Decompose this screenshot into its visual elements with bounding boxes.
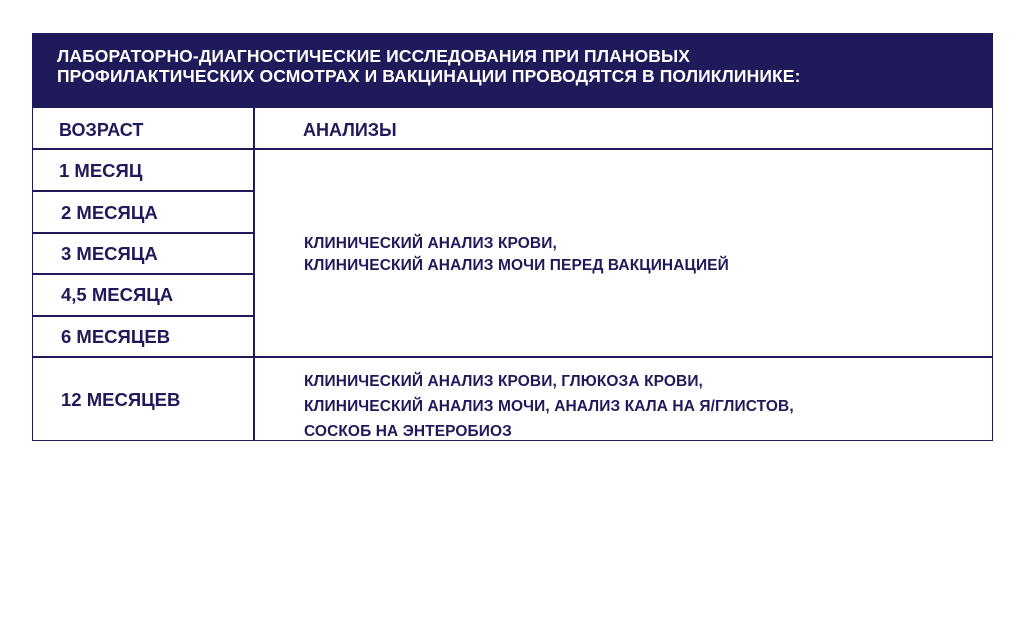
table-title-banner (33, 34, 992, 108)
age-row-divider-2 (33, 232, 254, 234)
tests-line: СОСКОБ НА ЭНТЕРОБИОЗ (304, 423, 512, 440)
age-row-divider-1 (33, 190, 254, 192)
tests-line: КЛИНИЧЕСКИЙ АНАЛИЗ МОЧИ, АНАЛИЗ КАЛА НА Я/ГЛИСТОВ, (304, 398, 794, 415)
header-age: ВОЗРАСТ (59, 120, 144, 140)
tests-cell-group-1 (304, 233, 729, 277)
header-row-divider (33, 148, 992, 150)
table-title-line-1: ЛАБОРАТОРНО-ДИАГНОСТИЧЕСКИЕ ИССЛЕДОВАНИЯ ПРИ ПЛАНОВЫХ (57, 46, 691, 66)
header-tests: АНАЛИЗЫ (303, 120, 397, 140)
age-cell: 4,5 МЕСЯЦА (61, 284, 174, 305)
tests-line: КЛИНИЧЕСКИЙ АНАЛИЗ МОЧИ ПЕРЕД ВАКЦИНАЦИЕЙ (304, 257, 729, 274)
age-row-divider-4 (33, 315, 254, 317)
group-divider (33, 356, 992, 358)
age-cell: 3 МЕСЯЦА (61, 243, 158, 264)
tests-line: КЛИНИЧЕСКИЙ АНАЛИЗ КРОВИ, ГЛЮКОЗА КРОВИ, (304, 373, 703, 390)
lab-tests-table (32, 33, 993, 441)
age-cell: 12 МЕСЯЦЕВ (61, 389, 181, 410)
table-title-line-2: ПРОФИЛАКТИЧЕСКИХ ОСМОТРАХ И ВАКЦИНАЦИИ ПРОВОДЯТСЯ В ПОЛИКЛИНИКЕ: (57, 66, 801, 86)
age-cell: 6 МЕСЯЦЕВ (61, 326, 171, 347)
age-row-divider-3 (33, 273, 254, 275)
age-cell: 1 МЕСЯЦ (59, 160, 143, 181)
age-cell: 2 МЕСЯЦА (61, 202, 158, 223)
tests-line: КЛИНИЧЕСКИЙ АНАЛИЗ КРОВИ, (304, 235, 557, 252)
tests-cell-group-2 (304, 369, 794, 444)
